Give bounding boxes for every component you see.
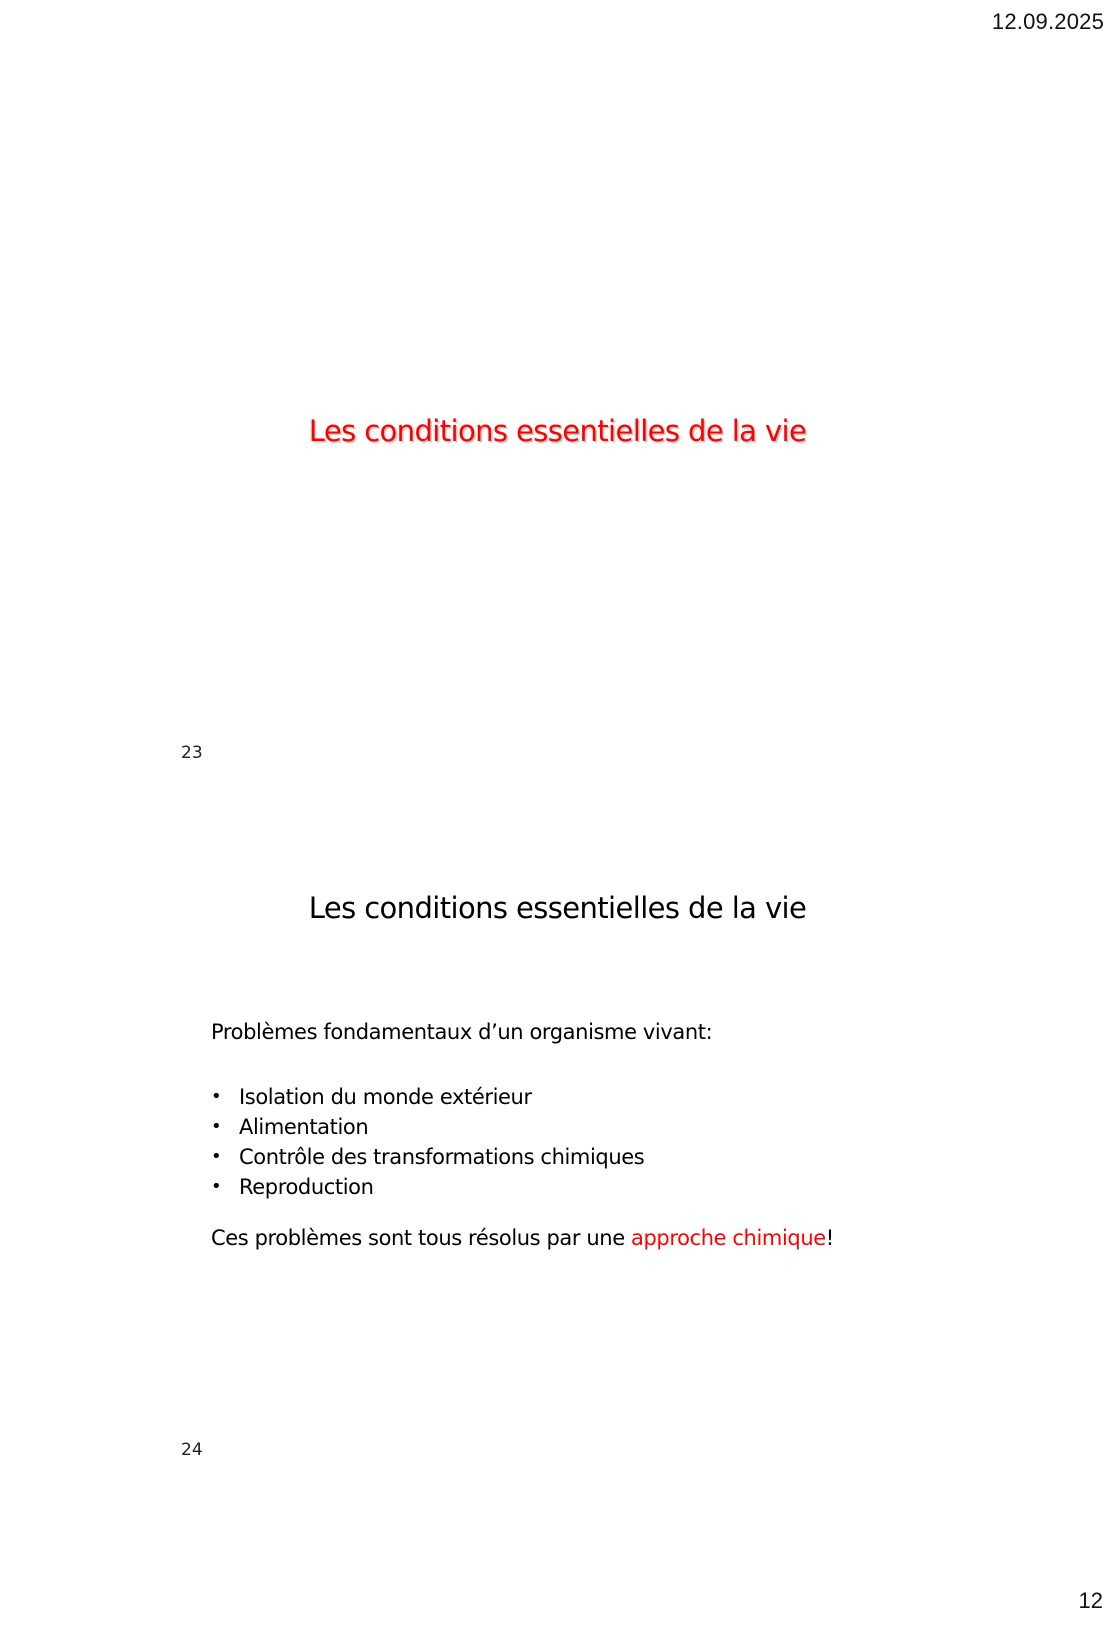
slide-23-title: Les conditions essentielles de la vie (308, 414, 807, 448)
bullet-icon: • (211, 1086, 222, 1107)
list-item (211, 1142, 644, 1172)
bullet-icon: • (211, 1146, 222, 1167)
list-item-label: Isolation du monde extérieur (239, 1085, 532, 1109)
list-item-label: Contrôle des transformations chimiques (239, 1145, 645, 1169)
intro-text: Problèmes fondamentaux d’un organisme vivant: (211, 1020, 713, 1044)
list-item (211, 1112, 644, 1142)
bullet-icon: • (211, 1116, 222, 1137)
conclusion-text (211, 1226, 834, 1250)
list-item-label: Reproduction (239, 1175, 374, 1199)
slide-24-title: Les conditions essentielles de la vie (308, 891, 807, 925)
page-number: 12 (1078, 1588, 1103, 1613)
list-item (211, 1082, 644, 1112)
print-date: 12.09.2025 (991, 9, 1104, 34)
slide-24-number: 24 (181, 1440, 203, 1460)
bullet-list (211, 1082, 644, 1202)
list-item (211, 1172, 644, 1202)
conclusion-highlight: approche chimique (631, 1226, 826, 1250)
conclusion-suffix: ! (825, 1226, 834, 1250)
bullet-icon: • (211, 1176, 222, 1197)
conclusion-prefix: Ces problèmes sont tous résolus par une (211, 1226, 632, 1250)
list-item-label: Alimentation (239, 1115, 369, 1139)
slide-23-number: 23 (181, 743, 203, 763)
